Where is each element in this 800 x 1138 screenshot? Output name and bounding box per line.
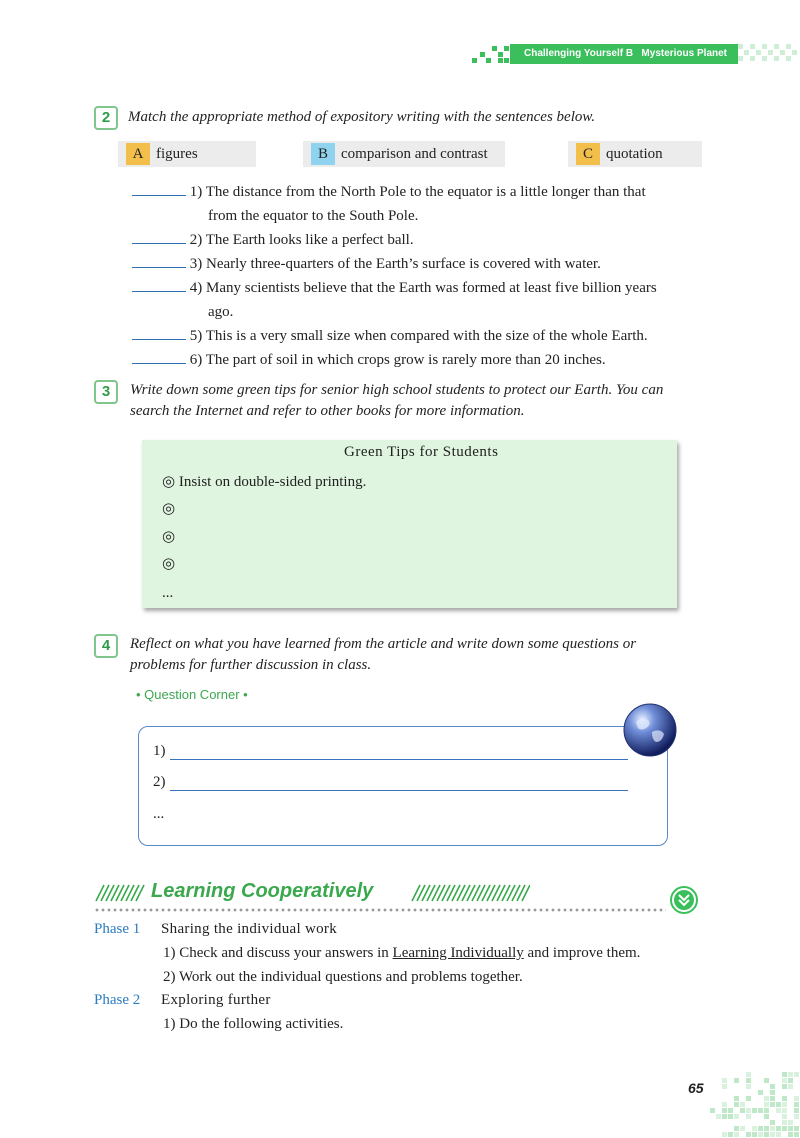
match-item-4-continued: ago. xyxy=(208,304,234,320)
exercise-2-badge: 2 xyxy=(94,106,118,130)
item-text: The Earth looks like a perfect ball. xyxy=(205,232,414,248)
bullet-circle-icon: ◎ xyxy=(162,556,176,572)
option-c-letter: C xyxy=(576,143,600,165)
question-line-1[interactable] xyxy=(170,758,628,760)
option-a-label: figures xyxy=(156,146,198,162)
exercise-4-badge: 4 xyxy=(94,634,118,658)
bullet-circle-icon: ◎ xyxy=(162,501,176,517)
globe-icon xyxy=(622,702,678,758)
answer-blank-2[interactable] xyxy=(132,229,186,244)
exercise-3-instruction-line1: Write down some green tips for senior high school students to protect our Earth. You can xyxy=(130,382,664,398)
item-number: 5) xyxy=(189,328,203,344)
bullet-circle-icon: ◎ xyxy=(162,474,176,490)
match-item-1 xyxy=(132,181,702,203)
option-b-letter: B xyxy=(311,143,335,165)
answer-blank-4[interactable] xyxy=(132,277,186,292)
phase-1-label: Phase 1 xyxy=(94,921,141,937)
phase-2-title: Exploring further xyxy=(161,992,271,1008)
option-c xyxy=(568,141,702,167)
item-number: 2) xyxy=(189,232,203,248)
option-a xyxy=(118,141,256,167)
card-title: Green Tips for Students xyxy=(344,444,499,460)
learning-cooperatively-title: Learning Cooperatively xyxy=(151,880,374,902)
item-number: 3) xyxy=(189,256,203,272)
option-b xyxy=(303,141,505,167)
page-number: 65 xyxy=(688,1080,704,1096)
answer-blank-6[interactable] xyxy=(132,349,186,364)
exercise-4-instruction-line1: Reflect on what you have learned from the article and write down some questions or xyxy=(130,636,637,652)
match-item-3 xyxy=(132,253,601,275)
match-item-5 xyxy=(132,325,648,347)
question-ellipsis: ... xyxy=(153,806,165,822)
match-item-1-continued: from the equator to the South Pole. xyxy=(208,208,419,224)
item-text: This is a very small size when compared with the size of the whole Earth. xyxy=(205,328,648,344)
tips-ellipsis: ... xyxy=(162,585,174,601)
tip-row-3[interactable] xyxy=(162,527,175,547)
answer-blank-1[interactable] xyxy=(132,181,186,196)
learning-individually-link[interactable]: Learning Individually xyxy=(392,945,524,961)
step-text: 1) Check and discuss your answers in xyxy=(163,945,393,961)
header-pixel-pattern-right xyxy=(738,44,800,66)
item-text: Nearly three-quarters of the Earth’s surface is covered with water. xyxy=(206,256,601,272)
item-text: Many scientists believe that the Earth was formed at least five billion years xyxy=(206,280,657,296)
match-item-2 xyxy=(132,229,414,251)
phase-1-step-2: 2) Work out the individual questions and problems together. xyxy=(163,969,523,985)
match-item-4 xyxy=(132,277,707,299)
exercise-3-instruction-line2: search the Internet and refer to other books for more information. xyxy=(130,403,525,419)
item-number: 1) xyxy=(189,184,203,200)
exercise-3-badge: 3 xyxy=(94,380,118,404)
item-text: The distance from the North Pole to the equator is a little longer than that xyxy=(205,184,646,200)
chevron-down-circle-icon[interactable] xyxy=(669,885,699,915)
tip-row-1 xyxy=(162,472,366,492)
answer-blank-3[interactable] xyxy=(132,253,186,268)
option-c-label: quotation xyxy=(606,146,663,162)
tip-row-4[interactable] xyxy=(162,554,175,574)
step-text: and improve them. xyxy=(523,945,641,961)
running-title: Challenging Yourself B Mysterious Planet xyxy=(524,48,728,59)
option-b-label: comparison and contrast xyxy=(341,146,488,162)
question-line-1-number: 1) xyxy=(153,743,166,759)
tip-row-2[interactable] xyxy=(162,499,175,519)
phase-2-step-1: 1) Do the following activities. xyxy=(163,1016,344,1032)
bullet-circle-icon: ◎ xyxy=(162,529,176,545)
exercise-2-instruction: Match the appropriate method of expository writing with the sentences below. xyxy=(128,109,596,125)
option-a-letter: A xyxy=(126,143,150,165)
item-number: 4) xyxy=(189,280,203,296)
question-line-2-number: 2) xyxy=(153,774,166,790)
corner-pixel-pattern xyxy=(706,1072,800,1138)
phase-1-step-1 xyxy=(163,945,640,962)
header-pixel-pattern-left xyxy=(470,44,512,66)
title-stripes-left xyxy=(92,884,148,902)
dotted-divider xyxy=(94,908,666,912)
item-text: The part of soil in which crops grow is rarely more than 20 inches. xyxy=(205,352,606,368)
green-tips-card xyxy=(142,440,677,608)
item-number: 6) xyxy=(189,352,203,368)
title-stripes-right xyxy=(408,884,530,902)
question-corner-label: • Question Corner • xyxy=(136,687,248,702)
exercise-4-instruction-line2: problems for further discussion in class. xyxy=(130,657,372,673)
phase-1-title: Sharing the individual work xyxy=(161,921,337,937)
tip-text: Insist on double-sided printing. xyxy=(178,474,367,490)
phase-2-label: Phase 2 xyxy=(94,992,141,1008)
answer-blank-5[interactable] xyxy=(132,325,186,340)
question-corner-box xyxy=(138,726,668,846)
match-item-6 xyxy=(132,349,606,371)
question-line-2[interactable] xyxy=(170,789,628,791)
